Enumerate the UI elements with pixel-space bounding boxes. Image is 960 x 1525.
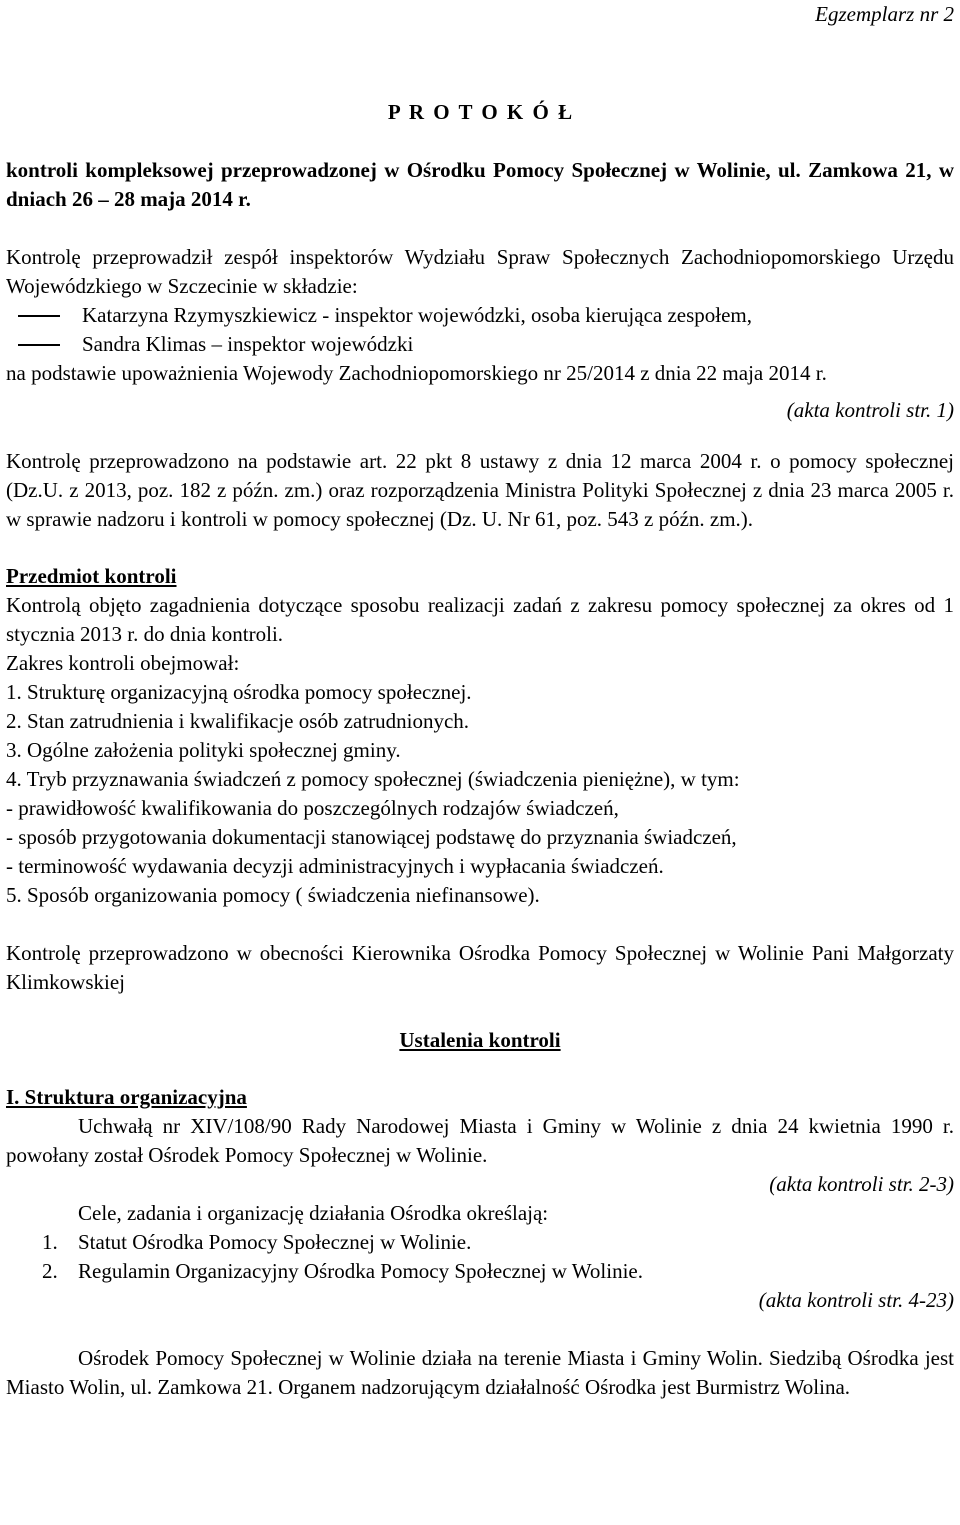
document-item: 2. Regulamin Organizacyjny Ośrodka Pomocy Społecznej w Wolinie. [42, 1259, 644, 1283]
subject-section [6, 562, 954, 910]
files-reference: (akta kontroli str. 1) [786, 398, 954, 422]
findings-heading: Ustalenia kontroli [399, 1028, 561, 1052]
files-reference: (akta kontroli str. 4-23) [758, 1288, 954, 1312]
document-title: P R O T O K Ó Ł [387, 100, 573, 124]
authorization-line: na podstawie upoważnienia Wojewody Zachodniopomorskiego nr 25/2014 z dnia 22 maja 2014 r. [6, 361, 827, 385]
scope-item: 2. Stan zatrudnienia i kwalifikacje osób zatrudnionych. [6, 709, 470, 733]
scope-subitem: - sposób przygotowania dokumentacji stanowiącej podstawę do przyznania świadczeń, [6, 825, 737, 849]
scope-item: 5. Sposób organizowania pomocy ( świadczenia niefinansowe). [6, 883, 540, 907]
inspector-list [6, 301, 954, 359]
presence-statement: Kontrolę przeprowadzono w obecności Kierownika Ośrodka Pomocy Społecznej w Wolinie Pani Małgorzaty Klimkowskiej [6, 941, 954, 994]
document-item: 1. Statut Ośrodka Pomocy Społecznej w Wolinie. [42, 1230, 472, 1254]
scope-item: 3. Ogólne założenia polityki społecznej gminy. [6, 738, 401, 762]
dash-bullet [18, 315, 60, 317]
findings-section [6, 1083, 954, 1402]
team-line: Kontrolę przeprowadził zespół inspektorów Wydziału Spraw Społecznych Zachodniopomorskiego Urzędu Wojewódzkiego w Szczecinie w składzie: [6, 245, 954, 298]
goals-intro: Cele, zadania i organizację działania Ośrodka określają: [78, 1201, 549, 1225]
document-subtitle: kontroli kompleksowej przeprowadzonej w Ośrodku Pomocy Społecznej w Wolinie, ul. Zamkowa 21, w dniach 26 – 28 maja 2014 r. [6, 158, 954, 211]
scope-label: Zakres kontroli obejmował: [6, 651, 240, 675]
scope-subitem: - prawidłowość kwalifikowania do poszczególnych rodzajów świadczeń, [6, 796, 619, 820]
subject-heading: Przedmiot kontroli [6, 564, 177, 588]
intro-section [6, 243, 954, 425]
closing-paragraph: Ośrodek Pomocy Społecznej w Wolinie działa na terenie Miasta i Gminy Wolin. Siedzibą Ośrodka jest Miasto Wolin, ul. Zamkowa 21. Organem nadzorującym działalność Ośrodka jest Burmistrz Wolina. [6, 1346, 954, 1399]
resolution-text: Uchwałą nr XIV/108/90 Rady Narodowej Miasta i Gminy w Wolinie z dnia 24 kwietnia 1990 r. powołany został Ośrodek Pomocy Społecznej w Wolinie. [6, 1114, 954, 1167]
documents-list [6, 1228, 954, 1286]
structure-heading: I. Struktura organizacyjna [6, 1085, 247, 1109]
legal-basis: Kontrolę przeprowadzono na podstawie art. 22 pkt 8 ustawy z dnia 12 marca 2004 r. o pomocy społecznej (Dz.U. z 2013, poz. 182 z późn. zm.) oraz rozporządzenia Ministra Polityki Społecznej z dnia 23 marca 2005 r. w sprawie nadzoru i kontroli w pomocy społecznej (Dz. U. Nr 61, poz. 543 z późn. zm.). [6, 449, 954, 531]
subject-description: Kontrolą objęto zagadnienia dotyczące sposobu realizacji zadań z zakresu pomocy społecznej za okres od 1 stycznia 2013 r. do dnia kontroli. [6, 593, 954, 646]
scope-item: 1. Strukturę organizacyjną ośrodka pomocy społecznej. [6, 680, 472, 704]
inspector-item: Sandra Klimas – inspektor wojewódzki [6, 330, 954, 359]
copy-number: Egzemplarz nr 2 [815, 2, 954, 26]
dash-bullet [18, 344, 60, 346]
inspector-item: Katarzyna Rzymyszkiewicz - inspektor wojewódzki, osoba kierująca zespołem, [6, 301, 954, 330]
scope-subitem: - terminowość wydawania decyzji administracyjnych i wypłacania świadczeń. [6, 854, 664, 878]
scope-item: 4. Tryb przyznawania świadczeń z pomocy społecznej (świadczenia pieniężne), w tym: [6, 767, 740, 791]
files-reference: (akta kontroli str. 2-3) [769, 1172, 954, 1196]
